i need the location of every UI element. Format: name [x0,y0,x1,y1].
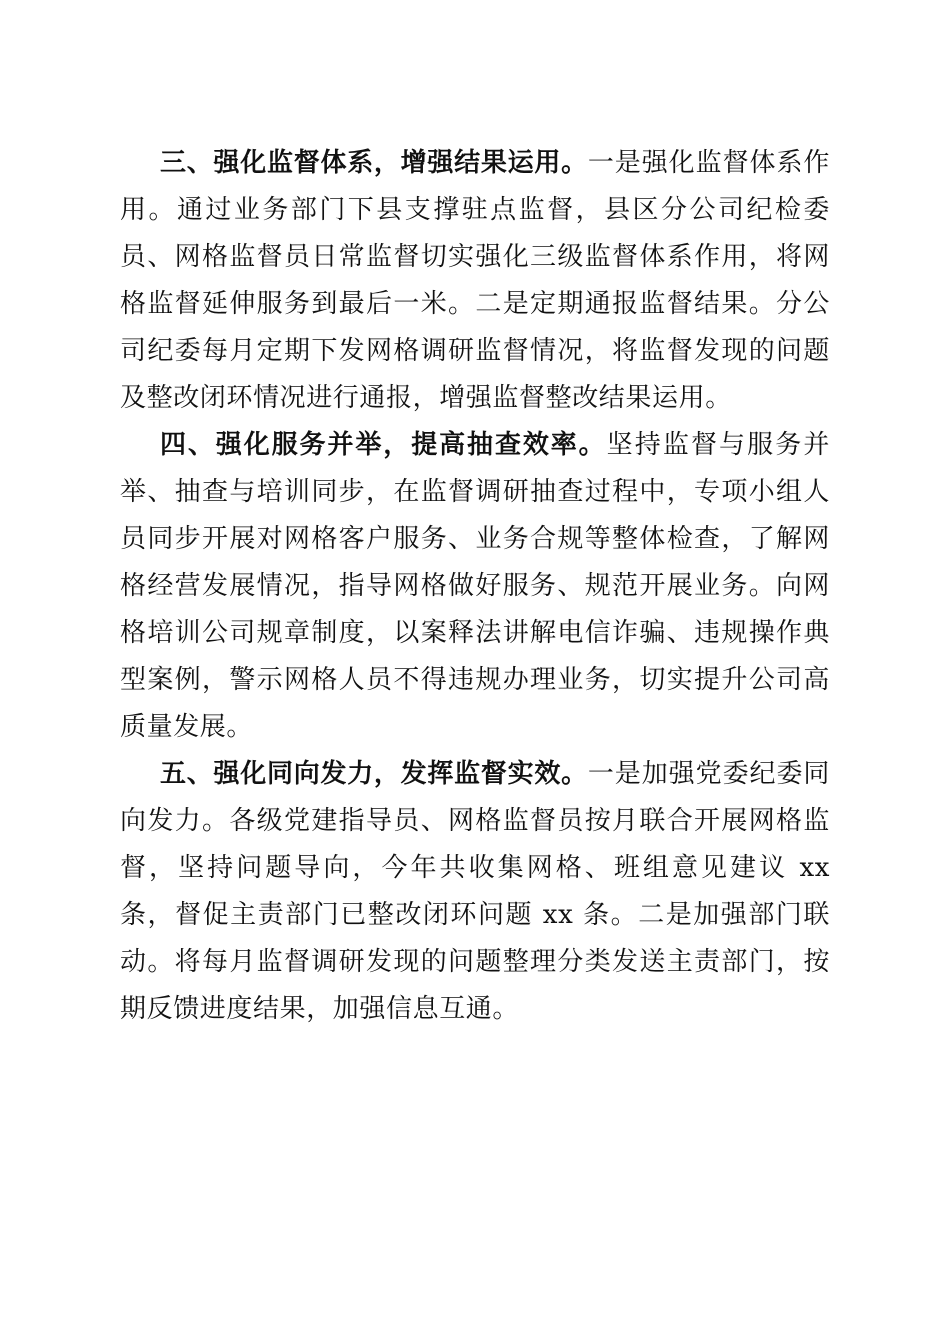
paragraph-section-4 [120,422,830,751]
paragraph-section-3 [120,140,830,422]
section-3-text: 一是强化监督体系作用。通过业务部门下县支撑驻点监督，县区分公司纪检委员、网格监督员日常监督切实强化三级监督体系作用，将网格监督延伸服务到最后一米。二是定期通报监督结果。分公司纪委每月定期下发网格调研监督情况，将监督发现的问题及整改闭环情况进行通报，增强监督整改结果运用。 [120,148,830,413]
section-4-heading: 四、强化服务并举，提高抽查效率。 [160,430,607,460]
section-5-heading: 五、强化同向发力，发挥监督实效。 [160,759,588,789]
paragraph-section-5 [120,751,830,1033]
section-4-text: 坚持监督与服务并举、抽查与培训同步，在监督调研抽查过程中，专项小组人员同步开展对网格客户服务、业务合规等整体检查，了解网格经营发展情况，指导网格做好服务、规范开展业务。向网格培训公司规章制度，以案释法讲解电信诈骗、违规操作典型案例，警示网格人员不得违规办理业务，切实提升公司高质量发展。 [120,430,830,742]
section-5-text: 一是加强党委纪委同向发力。各级党建指导员、网格监督员按月联合开展网格监督，坚持问题导向，今年共收集网格、班组意见建议 xx 条，督促主责部门已整改闭环问题 xx 条。二是加强部门联动。将每月监督调研发现的问题整理分类发送主责部门，按期反馈进度结果，加强信息互通。 [120,759,830,1024]
document-body [120,140,830,1033]
section-3-heading: 三、强化监督体系，增强结果运用。 [160,148,588,178]
